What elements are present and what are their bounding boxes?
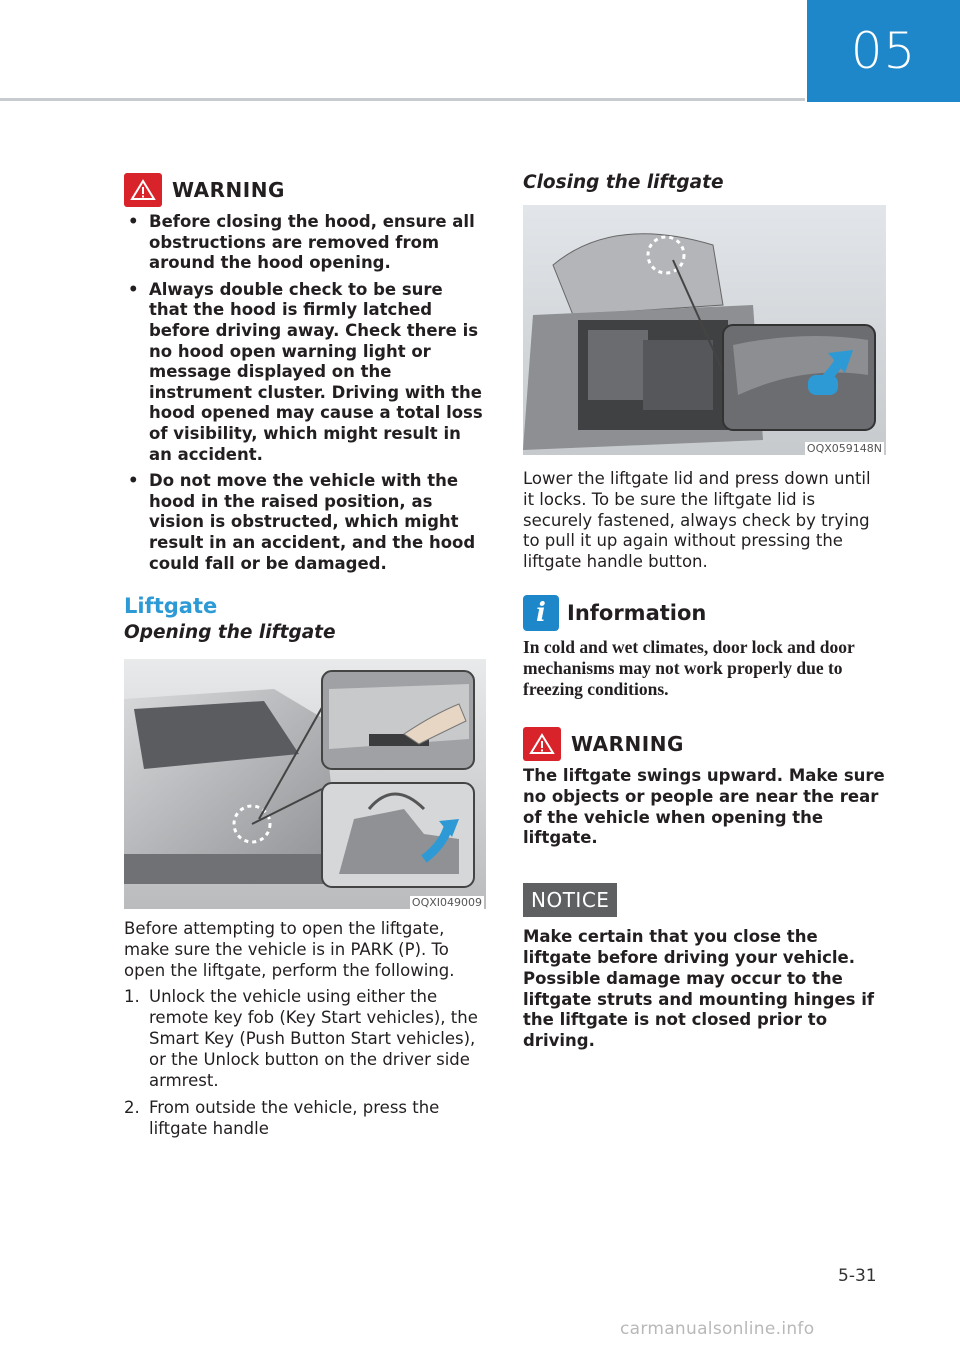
watermark: carmanualsonline.info [620,1319,815,1339]
right-column [523,172,886,1052]
left-column [124,172,486,1147]
warning-heading [124,172,486,208]
warning-list [124,212,486,574]
page-number: 5-31 [838,1266,877,1286]
warning-item: • Always double check to be sure that the hood is firmly latched before driving away. Check there is no hood open warning light or message displayed on the instrument cluster. Driving with the hood opened may cause a total loss of visibility, which might result in an accident. [124,280,486,465]
step-number: 2. [124,1098,140,1118]
notice-text: Make certain that you close the liftgate before driving your vehicle. Possible damage may occur to the liftgate struts and mounting hinges if the liftgate is not closed prior to driving. [523,927,875,1051]
step-number: 1. [124,987,140,1007]
opening-liftgate-illustration [124,659,486,909]
notice-badge: NOTICE [523,883,617,917]
info-icon: i [523,595,559,631]
warning-triangle-icon [124,173,162,207]
step-item [124,1098,486,1140]
opening-liftgate-figure [124,659,486,909]
chapter-tab: 05 [807,0,960,102]
closing-text: Lower the liftgate lid and press down until it locks. To be sure the liftgate lid is securely fastened, always check by trying to pull it up again without pressing the liftgate handle button. [523,469,871,572]
warning-title: WARNING [571,731,684,756]
figure-code: OQX059148N [806,442,882,455]
subsection-title: Opening the liftgate [124,622,336,644]
warning-triangle-icon [523,727,561,761]
step-item [124,987,486,1091]
information-text: In cold and wet climates, door lock and door mechanisms may not work properly due to freezing conditions. [523,636,855,699]
header-rule [0,98,805,101]
closing-liftgate-figure [523,205,886,455]
information-heading [523,595,886,631]
warning-title: WARNING [172,178,285,202]
warning-text: The liftgate swings upward. Make sure no objects or people are near the rear of the vehicle when opening the liftgate. [523,765,885,848]
warning-item: • Before closing the hood, ensure all obstructions are removed from around the hood opening. [124,212,486,274]
information-title: Information [567,600,707,625]
intro-text: Before attempting to open the liftgate, make sure the vehicle is in PARK (P). To open the liftgate, perform the following. [124,919,455,980]
step-text: From outside the vehicle, press the liftgate handle [149,1098,440,1139]
section-title: Liftgate [124,594,218,619]
figure-code: OQXI049009 [411,896,482,910]
warning-item: • Do not move the vehicle with the hood in the raised position, as vision is obstructed, which might result in an accident, and the hood could fall or be damaged. [124,471,486,574]
warning-heading [523,726,886,762]
closing-liftgate-illustration [523,205,886,455]
step-text: Unlock the vehicle using either the remote key fob (Key Start vehicles), the Smart Key (Push Button Start vehicles), or the Unlock button on the driver side armrest. [149,987,478,1090]
subsection-title: Closing the liftgate [523,172,724,193]
steps-list [124,987,486,1140]
